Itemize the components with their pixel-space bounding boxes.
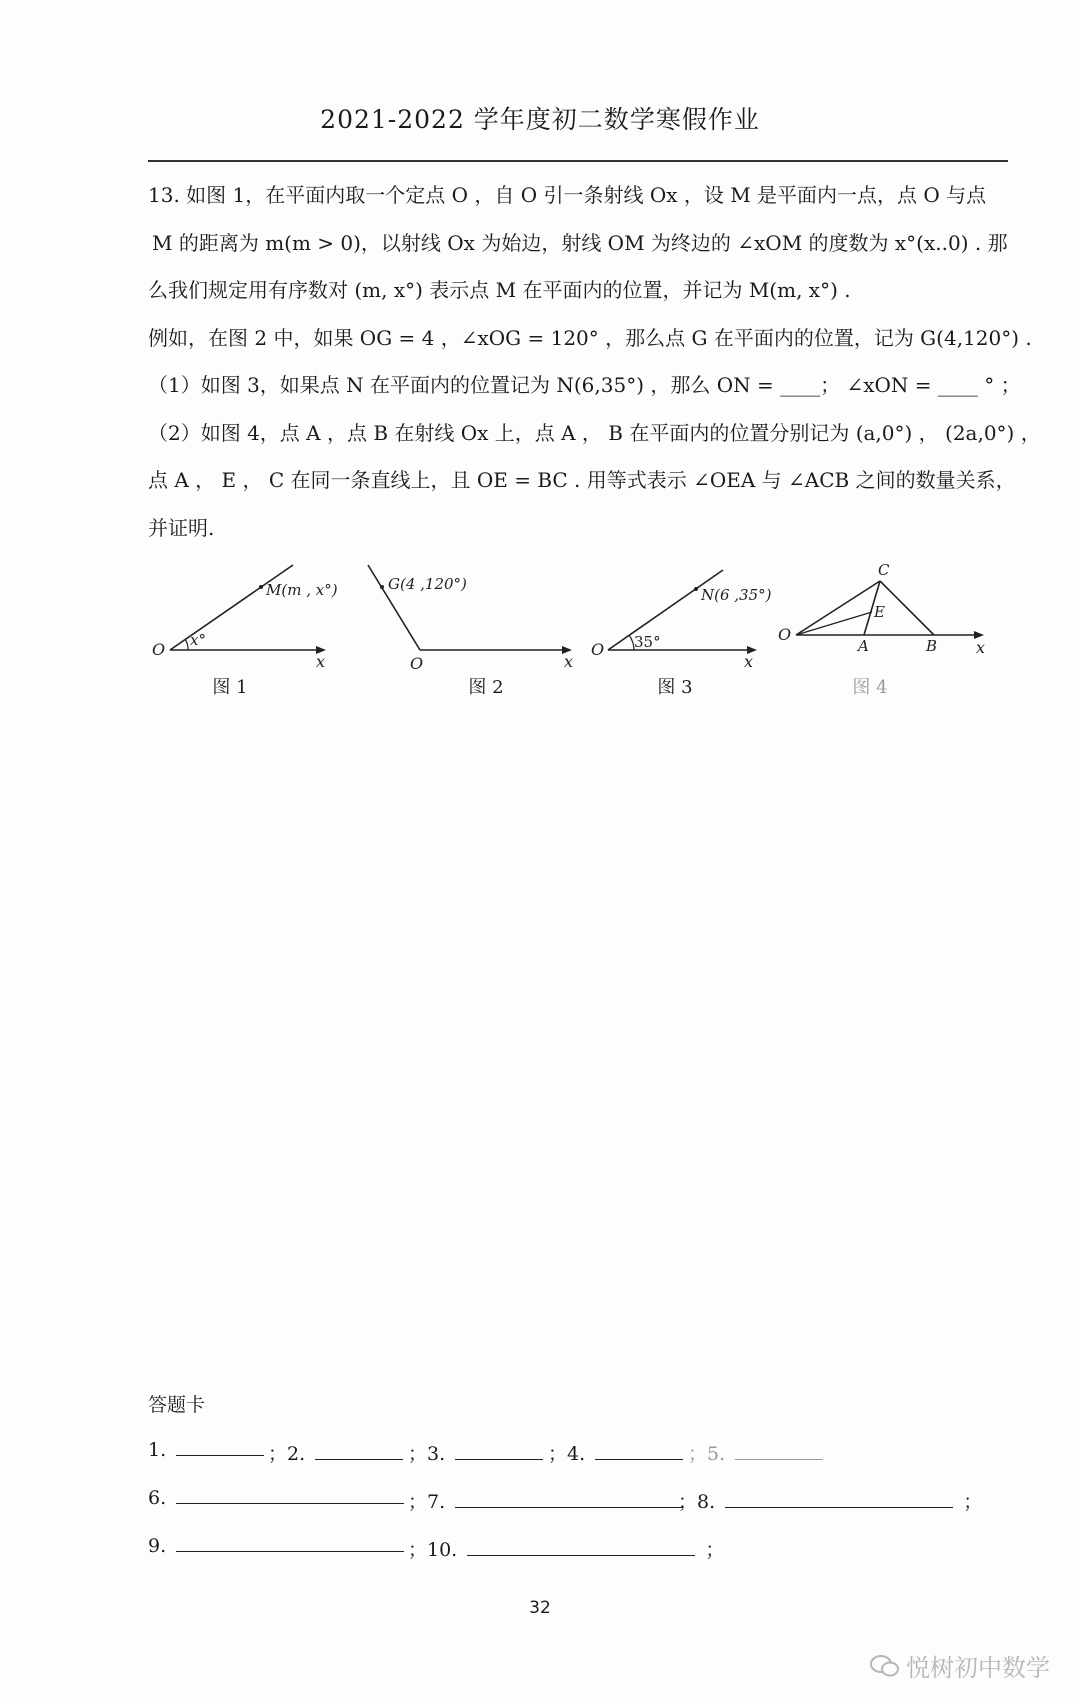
- figure-3-caption: 图 3: [657, 677, 693, 698]
- problem-line-8: 并证明.: [148, 515, 215, 540]
- fig4-axis-label: x: [976, 638, 986, 657]
- fig1-point-label: M(m , x°): [266, 581, 338, 599]
- page-title: 2021-2022 学年度初二数学寒假作业: [320, 105, 760, 134]
- answer-row-2: [148, 1487, 1028, 1535]
- answer-blank-3[interactable]: [455, 1443, 543, 1460]
- answer-label-9: 9.: [148, 1535, 167, 1557]
- answer-blank-9[interactable]: [176, 1535, 404, 1552]
- figure-2-caption: 图 2: [468, 677, 504, 698]
- answer-card: [148, 1390, 1028, 1583]
- fig4-origin-label: O: [778, 625, 792, 644]
- page-number: 32: [529, 1598, 551, 1618]
- answer-row-3: [148, 1535, 1028, 1583]
- fig4-label-a: A: [858, 637, 869, 655]
- answer-label-1: 1.: [148, 1439, 167, 1461]
- figures-row: [148, 553, 1028, 713]
- problem-line-1: 13. 如图 1，在平面内取一个定点 O ，自 O 引一条射线 Ox ，设 M 是平面内一点，点 O 与点: [148, 183, 987, 207]
- watermark-text: 悦树初中数学: [906, 1654, 1050, 1682]
- answer-blank-5[interactable]: [735, 1443, 823, 1460]
- answer-label-3: ；3.: [408, 1443, 446, 1465]
- figure-3: [591, 570, 772, 671]
- answer-card-title: 答题卡: [148, 1394, 206, 1416]
- answer-row-2-end: ；: [963, 1491, 983, 1513]
- problem-line-5: （1）如图 3，如果点 N 在平面内的位置记为 N(6,35°) ，那么 ON = ____； ∠xON = ____ ° ；: [148, 373, 1021, 397]
- fig3-origin-label: O: [591, 640, 605, 659]
- answer-blank-8[interactable]: [725, 1491, 953, 1508]
- problem-line-2: M 的距离为 m(m > 0)，以射线 Ox 为始边，射线 OM 为终边的 ∠xOM 的度数为 x°(x..0) . 那: [152, 230, 1008, 255]
- answer-label-2: ；2.: [268, 1443, 306, 1465]
- fig3-axis-label: x: [744, 652, 754, 671]
- fig1-axis-label: x: [316, 652, 326, 671]
- fig1-origin-label: O: [152, 640, 166, 659]
- fig4-label-e: E: [874, 603, 885, 621]
- answer-blank-10[interactable]: [467, 1539, 695, 1556]
- figure-2: [368, 565, 573, 673]
- answer-blank-7[interactable]: [455, 1491, 683, 1508]
- answer-blank-1[interactable]: [176, 1439, 264, 1456]
- figure-4: [778, 561, 985, 657]
- fig2-point-label: G(4 ,120°): [388, 575, 467, 593]
- figure-1-caption: 图 1: [212, 677, 248, 698]
- answer-label-5: ；5.: [688, 1443, 726, 1465]
- header-divider: [148, 160, 1008, 162]
- answer-label-10: ；10.: [408, 1539, 458, 1561]
- fig2-axis-label: x: [564, 652, 574, 671]
- answer-row-1: [148, 1439, 1028, 1487]
- answer-label-4: ；4.: [548, 1443, 586, 1465]
- problem-line-6: （2）如图 4，点 A ，点 B 在射线 Ox 上，点 A ， B 在平面内的位置分别记为 (a,0°) ， (2a,0°) ，: [148, 420, 1041, 445]
- problem-13: [148, 172, 1041, 552]
- answer-label-8: ；8.: [678, 1491, 716, 1513]
- problem-line-7: 点 A ， E ， C 在同一条直线上，且 OE = BC . 用等式表示 ∠OEA 与 ∠ACB 之间的数量关系，: [148, 468, 1016, 492]
- fig4-label-b: B: [926, 637, 938, 655]
- fig3-angle-label: 35°: [634, 633, 661, 651]
- answer-row-3-end: ；: [705, 1539, 725, 1561]
- figure-1: [152, 565, 338, 671]
- answer-blank-2[interactable]: [315, 1443, 403, 1460]
- figure-4-caption: 图 4: [852, 677, 888, 698]
- answer-blank-4[interactable]: [595, 1443, 683, 1460]
- watermark: [870, 1648, 1050, 1683]
- answer-label-7: ；7.: [408, 1491, 446, 1513]
- answer-blank-6[interactable]: [176, 1487, 404, 1504]
- fig4-label-c: C: [878, 561, 890, 579]
- wechat-icon: [870, 1654, 900, 1678]
- problem-line-3: 么我们规定用有序数对 (m, x°) 表示点 M 在平面内的位置，并记为 M(m, x°) .: [148, 278, 851, 302]
- fig2-origin-label: O: [410, 654, 424, 673]
- problem-line-4: 例如，在图 2 中，如果 OG = 4 ，∠xOG = 120° ，那么点 G 在平面内的位置，记为 G(4,120°) .: [148, 325, 1032, 350]
- fig1-angle-label: x°: [190, 631, 206, 649]
- fig3-point-label: N(6 ,35°): [701, 586, 772, 604]
- answer-label-6: 6.: [148, 1487, 167, 1509]
